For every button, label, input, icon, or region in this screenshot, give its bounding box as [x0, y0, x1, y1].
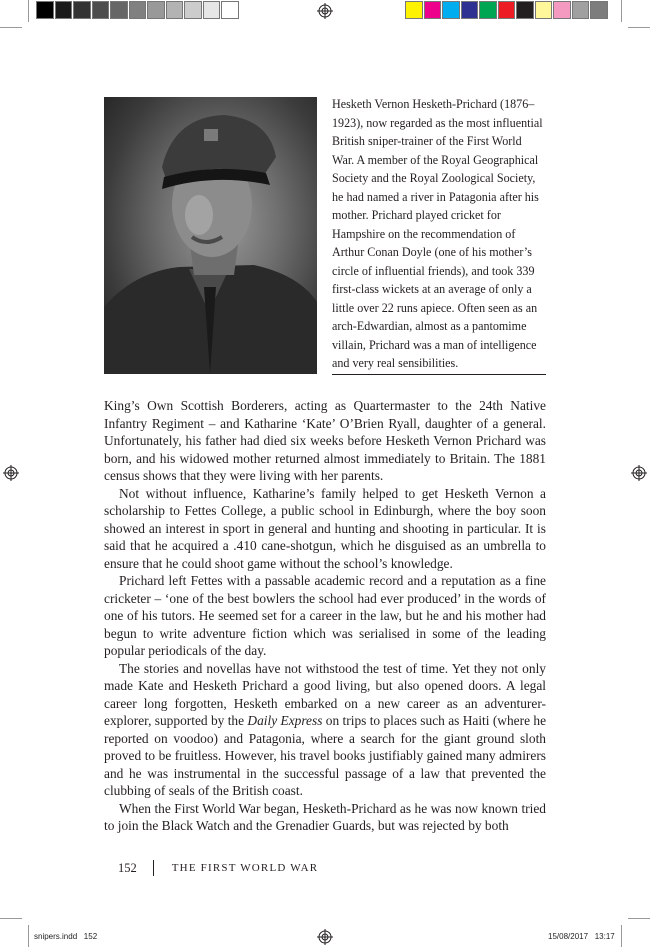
registration-mark-icon [317, 929, 333, 945]
crop-mark [28, 925, 29, 947]
paragraph [104, 660, 546, 800]
registration-mark-icon [317, 3, 333, 19]
color-swatch [424, 1, 442, 19]
crop-mark [621, 0, 622, 22]
paragraph: King’s Own Scottish Borderers, acting as Quartermaster to the 24th Native Infantry Regiment – and Katharine ‘Kate’ O’Brien Ryall, daughter of a general. Unfortunately, his father had died six weeks before Hesketh Vernon Prichard was born, and his widowed mother returned almost immediately to Britain. The 1881 census shows that they were living with her parents. [104, 398, 546, 483]
crop-mark [0, 918, 22, 919]
portrait-photo [104, 97, 317, 374]
page-number: 152 [118, 860, 137, 875]
paragraph-part: The stories and novellas have not withstood the test of time. Yet they not only made Kate and Hesketh Prichard a good living, but also opened doors. A legal career long forgotten, Hesketh embarked on a new career as an adventurer-explorer, supported by the [104, 660, 546, 728]
color-swatch [147, 1, 165, 19]
color-swatch [479, 1, 497, 19]
body-text [104, 397, 546, 835]
caption-rule [332, 374, 546, 375]
crop-mark [621, 925, 622, 947]
color-swatch [590, 1, 608, 19]
crop-mark [628, 27, 650, 28]
color-swatch [516, 1, 534, 19]
color-swatch [166, 1, 184, 19]
color-swatch [92, 1, 110, 19]
color-swatch [572, 1, 590, 19]
color-swatch [73, 1, 91, 19]
newspaper-title: Daily Express [247, 713, 323, 728]
footer-separator [153, 860, 154, 876]
color-swatch [110, 1, 128, 19]
portrait-silhouette-icon [104, 97, 317, 374]
paragraph-part: on trips to places such as Haiti (where he reported on voodoo) and Patagonia, where a search for the giant ground sloth proved to be fruitless. However, his travel books justifiably gained many admirers and he was instrumental in the successful passage of a law that prevented the clubbing of seals of the British coast. [104, 713, 547, 798]
crop-mark [28, 0, 29, 22]
color-calibration-bar [405, 1, 609, 19]
color-swatch [498, 1, 516, 19]
color-swatch [442, 1, 460, 19]
registration-mark-icon [3, 465, 19, 481]
registration-mark-icon [631, 465, 647, 481]
color-swatch [535, 1, 553, 19]
slug-datetime: 15/08/2017 13:17 [548, 932, 615, 941]
photo-caption: Hesketh Vernon Hesketh-Prichard (1876–1923), now regarded as the most influential British sniper-trainer of the First World War. A member of the Royal Geographical Society and the Royal Zoological Society, he had named a river in Patagonia after his mother. Prichard played cricket for Hampshire on the recommendation of Arthur Conan Doyle (one of his mother’s circle of influential friends), and took 339 first-class wickets at an average of only a little over 22 runs apiece. Often seen as an arch-Edwardian, almost as a pantomime villain, Prichard was a man of intelligence and very real sensibilities. [332, 97, 543, 370]
page-footer [118, 860, 318, 876]
paragraph: Not without influence, Katharine’s family helped to get Hesketh Vernon a scholarship to Fettes College, a public school in Edinburgh, where the boy soon showed an interest in sport in general and hunting and shooting in particular. It is said that he acquired a .410 cane-shotgun, which he disguised as an umbrella to ensure that he could shoot game without the school’s knowledge. [104, 485, 546, 571]
color-swatch [461, 1, 479, 19]
color-swatch [55, 1, 73, 19]
color-swatch [184, 1, 202, 19]
slug-file: snipers.indd 152 [34, 932, 98, 941]
color-swatch [221, 1, 239, 19]
paragraph: When the First World War began, Hesketh-Prichard as he was now known tried to join the Black Watch and the Grenadier Guards, but was rejected by both [104, 800, 546, 833]
running-title: THE FIRST WORLD WAR [171, 862, 319, 874]
paragraph: Prichard left Fettes with a passable academic record and a reputation as a fine cricketer – ‘one of the best bowlers the school had ever produced’ in the words of one of his tutors. He seemed set for a career in the law, but he and his mother had begun to write adventure fiction which was serialised in some of the leading popular periodicals of the day. [104, 573, 546, 658]
color-swatch [203, 1, 221, 19]
crop-mark [628, 918, 650, 919]
color-swatch [36, 1, 54, 19]
color-swatch [129, 1, 147, 19]
color-swatch [405, 1, 423, 19]
color-swatch [553, 1, 571, 19]
crop-mark [0, 27, 22, 28]
gray-scale-bar [36, 1, 240, 19]
